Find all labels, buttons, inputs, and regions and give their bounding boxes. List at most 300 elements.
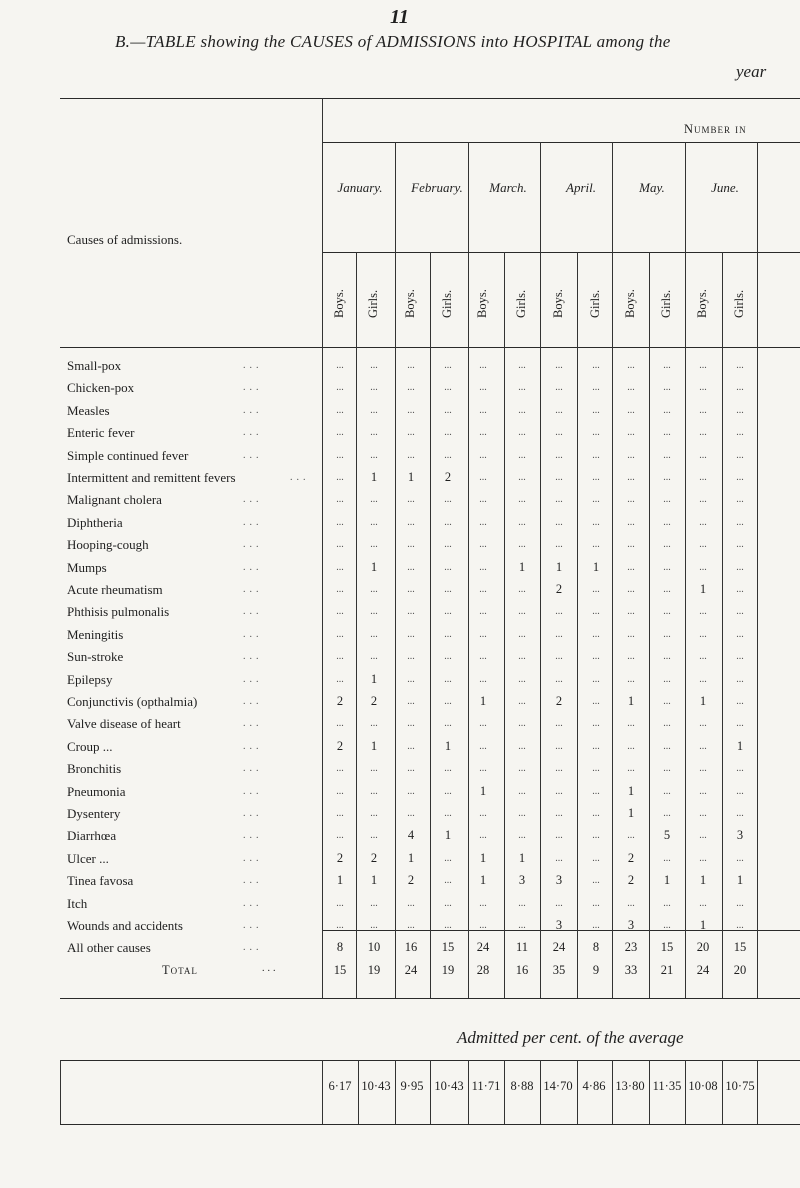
- leader-dots: ...: [243, 920, 263, 931]
- table-cell: ...: [370, 763, 378, 775]
- table-cell: ...: [479, 897, 487, 909]
- table-cell: ...: [444, 763, 452, 775]
- table-cell: ...: [479, 808, 487, 819]
- table-cell: ...: [336, 360, 344, 371]
- table-cell: ...: [663, 920, 671, 931]
- table-cell: ...: [627, 539, 635, 551]
- table-cell: ...: [592, 539, 600, 551]
- table-cell: ...: [592, 360, 600, 371]
- table-cell: ...: [336, 404, 344, 416]
- table-cell: ...: [370, 830, 378, 842]
- table-cell: ...: [627, 651, 635, 663]
- table-cell: 3: [736, 828, 744, 843]
- table-cell: ...: [518, 673, 526, 685]
- table-cell: ...: [336, 539, 344, 551]
- table-cell: ...: [518, 718, 526, 730]
- month-january: January.: [337, 180, 383, 195]
- table-cell: ...: [627, 472, 635, 483]
- leader-dots: ...: [243, 763, 263, 775]
- table-cell: ...: [479, 561, 487, 573]
- table-cell: ...: [663, 472, 671, 483]
- table-cell: 2: [555, 582, 563, 596]
- table-cell: ...: [592, 897, 600, 909]
- total-label: Total: [162, 963, 198, 977]
- table-cell: ...: [479, 404, 487, 416]
- table-cell: ...: [663, 516, 671, 528]
- total-cell: 33: [624, 963, 638, 977]
- table-cell: ...: [407, 516, 415, 528]
- table-cell: 1: [444, 738, 452, 753]
- leader-dots: ...: [243, 360, 263, 371]
- cause-label: Bronchitis: [67, 761, 122, 777]
- cause-label: Conjunctivis (opthalmia): [67, 694, 198, 709]
- table-cell: 1: [444, 828, 452, 843]
- table-cell: ...: [518, 606, 526, 618]
- table-cell: ...: [518, 830, 526, 842]
- table-cell: ...: [407, 920, 415, 931]
- leader-dots: ...: [243, 539, 263, 551]
- cause-label: Tinea favosa: [67, 873, 134, 889]
- table-cell: ...: [370, 584, 378, 595]
- percent-cell: 6·17: [328, 1079, 352, 1093]
- cause-label: Diphtheria: [67, 514, 123, 530]
- table-cell: ...: [699, 382, 707, 394]
- table-cell: ...: [518, 920, 526, 931]
- percent-cell: 11·35: [652, 1079, 682, 1093]
- table-cell: ...: [592, 740, 600, 752]
- table-cell: ...: [444, 427, 452, 439]
- leader-dots: ...: [243, 404, 263, 416]
- table-cell: ...: [592, 696, 600, 707]
- table-cell: ...: [592, 404, 600, 416]
- table-cell: ...: [627, 360, 635, 371]
- total-cell: 21: [660, 963, 674, 977]
- table-cell: ...: [592, 382, 600, 394]
- table-cell: ...: [479, 606, 487, 618]
- percent-cell: 11·71: [471, 1079, 501, 1093]
- table-cell: ...: [407, 740, 415, 752]
- table-cell: 24: [552, 940, 566, 955]
- leader-dots: ...: [243, 606, 263, 618]
- cause-label: Croup ...: [67, 738, 113, 754]
- cause-label: Small-pox: [67, 358, 122, 373]
- percent-cell: 8·88: [510, 1079, 534, 1093]
- table-cell: ...: [444, 718, 452, 730]
- table-cell: ...: [444, 852, 452, 864]
- table-cell: ...: [479, 539, 487, 551]
- table-cell: ...: [663, 785, 671, 797]
- table-cell: 3: [518, 873, 526, 888]
- table-cell: ...: [736, 785, 744, 797]
- table-cell: ...: [663, 404, 671, 416]
- leader-dots: ...: [243, 584, 263, 595]
- table-cell: ...: [444, 516, 452, 528]
- table-cell: ...: [736, 852, 744, 864]
- table-cell: ...: [555, 539, 563, 551]
- table-cell: 1: [699, 582, 707, 596]
- table-cell: ...: [336, 382, 344, 394]
- table-cell: 24: [476, 940, 490, 955]
- table-cell: ...: [370, 606, 378, 618]
- table-cell: 1: [592, 559, 600, 574]
- table-cell: 3: [555, 918, 563, 932]
- table-cell: ...: [627, 673, 635, 685]
- table-cell: ...: [518, 584, 526, 595]
- table-cell: ...: [479, 516, 487, 528]
- table-cell: ...: [663, 696, 671, 707]
- table-cell: 5: [663, 828, 671, 843]
- table-cell: 1: [370, 873, 378, 888]
- table-cell: ...: [518, 740, 526, 752]
- table-cell: ...: [479, 740, 487, 752]
- table-cell: ...: [555, 516, 563, 528]
- table-cell: ...: [555, 494, 563, 506]
- table-cell: ...: [555, 651, 563, 663]
- table-cell: ...: [555, 628, 563, 640]
- table-cell: ...: [444, 539, 452, 551]
- month-april: April.: [566, 180, 596, 195]
- table-cell: ...: [336, 628, 344, 640]
- table-cell: ...: [663, 852, 671, 864]
- subheading-boys: Boys.: [332, 289, 346, 318]
- table-cell: ...: [663, 763, 671, 775]
- total-cell: 35: [552, 963, 566, 977]
- table-cell: 16: [404, 940, 418, 955]
- table-cell: ...: [518, 651, 526, 663]
- leader-dots: ...: [290, 472, 310, 483]
- table-cell: ...: [444, 651, 452, 663]
- table-cell: ...: [555, 449, 563, 461]
- table-cell: ...: [699, 740, 707, 752]
- cause-label: Sun-stroke: [67, 649, 124, 665]
- table-cell: ...: [699, 830, 707, 842]
- table-cell: 2: [370, 850, 378, 865]
- table-cell: 1: [479, 850, 487, 865]
- table-cell: ...: [555, 785, 563, 797]
- table-cell: 2: [336, 850, 344, 865]
- table-cell: ...: [444, 673, 452, 685]
- table-cell: ...: [555, 673, 563, 685]
- total-cell: 19: [367, 963, 381, 977]
- table-cell: ...: [555, 718, 563, 730]
- table-cell: ...: [663, 897, 671, 909]
- table-cell: 1: [518, 559, 526, 574]
- table-cell: ...: [555, 404, 563, 416]
- table-cell: ...: [479, 763, 487, 775]
- table-cell: ...: [699, 763, 707, 775]
- table-cell: 15: [733, 940, 747, 955]
- table-cell: ...: [663, 673, 671, 685]
- table-cell: ...: [407, 584, 415, 595]
- table-title-continued: year: [736, 62, 767, 81]
- table-cell: 15: [441, 940, 455, 955]
- table-cell: ...: [479, 382, 487, 394]
- cause-label: Enteric fever: [67, 425, 135, 441]
- leader-dots: ...: [243, 561, 263, 573]
- table-cell: ...: [699, 360, 707, 371]
- table-cell: ...: [592, 718, 600, 730]
- table-cell: ...: [370, 382, 378, 394]
- percent-heading: Admitted per cent. of the average: [457, 1028, 684, 1047]
- table-cell: 1: [479, 873, 487, 888]
- table-cell: ...: [663, 494, 671, 506]
- table-cell: 1: [370, 671, 378, 686]
- table-cell: 2: [444, 470, 452, 484]
- table-cell: ...: [736, 606, 744, 618]
- table-cell: ...: [444, 494, 452, 506]
- table-cell: 8: [336, 940, 344, 955]
- table-cell: ...: [518, 360, 526, 371]
- table-cell: ...: [444, 382, 452, 394]
- table-cell: 1: [555, 559, 563, 574]
- table-cell: ...: [736, 427, 744, 439]
- table-cell: ...: [736, 651, 744, 663]
- table-cell: ...: [370, 897, 378, 909]
- table-cell: ...: [555, 763, 563, 775]
- table-cell: ...: [592, 494, 600, 506]
- table-cell: 1: [699, 694, 707, 708]
- table-cell: ...: [592, 449, 600, 461]
- table-cell: ...: [518, 494, 526, 506]
- cause-label: Dysentery: [67, 806, 121, 821]
- table-cell: ...: [699, 673, 707, 685]
- table-cell: ...: [736, 539, 744, 551]
- subheading-girls: Girls.: [514, 289, 528, 318]
- table-cell: ...: [555, 897, 563, 909]
- table-cell: ...: [627, 561, 635, 573]
- table-cell: 2: [336, 738, 344, 753]
- table-cell: ...: [407, 808, 415, 819]
- table-cell: ...: [736, 472, 744, 483]
- table-cell: ...: [699, 628, 707, 640]
- table-cell: ...: [407, 696, 415, 707]
- table-cell: ...: [407, 360, 415, 371]
- subheading-boys: Boys.: [623, 289, 637, 318]
- leader-dots: ...: [243, 628, 263, 640]
- subheading-boys: Boys.: [695, 289, 709, 318]
- table-cell: ...: [699, 852, 707, 864]
- leader-dots: ...: [243, 740, 263, 752]
- percent-cell: 4·86: [582, 1079, 606, 1093]
- total-cell: 15: [333, 963, 347, 977]
- table-cell: ...: [370, 427, 378, 439]
- table-cell: 2: [627, 850, 635, 865]
- table-cell: ...: [663, 449, 671, 461]
- cause-label: Diarrhœa: [67, 828, 117, 844]
- subheading-girls: Girls.: [366, 289, 380, 318]
- leader-dots: ...: [243, 852, 263, 864]
- table-cell: 10: [367, 940, 381, 955]
- table-cell: ...: [663, 584, 671, 595]
- table-cell: ...: [699, 785, 707, 797]
- table-cell: ...: [663, 628, 671, 640]
- table-cell: ...: [336, 561, 344, 573]
- table-cell: ...: [336, 494, 344, 506]
- table-cell: ...: [336, 449, 344, 461]
- table-cell: ...: [627, 427, 635, 439]
- table-cell: ...: [336, 785, 344, 797]
- table-cell: ...: [627, 740, 635, 752]
- number-in-rule: [322, 142, 800, 143]
- table-cell: ...: [699, 897, 707, 909]
- table-cell: 3: [627, 918, 635, 932]
- table-cell: ...: [592, 920, 600, 931]
- table-cell: ...: [663, 718, 671, 730]
- table-cell: 2: [370, 694, 378, 708]
- table-cell: ...: [592, 584, 600, 595]
- leader-dots: ...: [243, 516, 263, 528]
- table-cell: ...: [336, 808, 344, 819]
- leader-dots: ...: [243, 427, 263, 439]
- table-cell: ...: [699, 472, 707, 483]
- table-cell: ...: [663, 360, 671, 371]
- total-cell: 24: [696, 963, 710, 977]
- table-cell: ...: [592, 516, 600, 528]
- leader-dots: ...: [243, 875, 263, 887]
- table-cell: ...: [336, 897, 344, 909]
- table-cell: ...: [555, 606, 563, 618]
- table-cell: ...: [336, 584, 344, 595]
- table-cell: ...: [444, 449, 452, 461]
- month-rule: [322, 252, 800, 253]
- table-cell: ...: [444, 606, 452, 618]
- pct-bottom-rule: [60, 1124, 800, 1125]
- cause-label: Chicken-pox: [67, 380, 135, 396]
- table-cell: ...: [736, 360, 744, 371]
- cause-label: Phthisis pulmonalis: [67, 604, 170, 620]
- table-cell: ...: [663, 740, 671, 752]
- table-cell: ...: [336, 516, 344, 528]
- total-cell: 19: [441, 963, 455, 977]
- table-cell: ...: [518, 382, 526, 394]
- table-cell: ...: [627, 718, 635, 730]
- table-cell: ...: [479, 360, 487, 371]
- table-cell: ...: [555, 740, 563, 752]
- cause-label: Mumps: [67, 559, 107, 575]
- table-cell: 1: [370, 738, 378, 753]
- table-cell: ...: [699, 651, 707, 663]
- percent-cell: 14·70: [543, 1079, 573, 1093]
- table-cell: ...: [444, 920, 452, 931]
- table-cell: ...: [444, 360, 452, 371]
- table-cell: ...: [518, 897, 526, 909]
- table-cell: ...: [407, 449, 415, 461]
- table-cell: 3: [555, 873, 563, 888]
- table-cell: 1: [736, 873, 744, 888]
- table-cell: ...: [370, 539, 378, 551]
- table-cell: ...: [407, 404, 415, 416]
- table-cell: ...: [479, 920, 487, 931]
- leader-dots: ...: [243, 830, 263, 842]
- table-cell: ...: [555, 472, 563, 483]
- table-cell: ...: [370, 360, 378, 371]
- table-cell: ...: [627, 494, 635, 506]
- table-cell: ...: [518, 449, 526, 461]
- bottom-rule: [60, 998, 800, 999]
- table-cell: ...: [736, 404, 744, 416]
- table-cell: ...: [736, 718, 744, 730]
- table-cell: ...: [407, 897, 415, 909]
- table-cell: ...: [407, 606, 415, 618]
- table-cell: 4: [407, 828, 415, 843]
- table-cell: ...: [407, 382, 415, 394]
- table-cell: ...: [407, 718, 415, 730]
- table-cell: 1: [479, 783, 487, 798]
- table-cell: ...: [370, 785, 378, 797]
- table-cell: ...: [444, 875, 452, 887]
- table-cell: ...: [699, 494, 707, 506]
- cause-label: Intermittent and remittent fevers: [67, 470, 236, 485]
- table-cell: ...: [370, 516, 378, 528]
- table-cell: ...: [444, 785, 452, 797]
- table-cell: ...: [555, 852, 563, 864]
- table-cell: 1: [736, 738, 744, 753]
- table-cell: ...: [592, 808, 600, 819]
- cause-label: Wounds and accidents: [67, 918, 183, 933]
- table-cell: ...: [407, 561, 415, 573]
- percent-cell: 10·43: [434, 1079, 464, 1093]
- percent-cell: 10·75: [725, 1079, 755, 1093]
- total-cell: 9: [592, 963, 600, 977]
- cause-label: Valve disease of heart: [67, 716, 181, 732]
- table-cell: ...: [699, 449, 707, 461]
- table-cell: ...: [518, 427, 526, 439]
- table-cell: ...: [555, 427, 563, 439]
- table-cell: ...: [370, 808, 378, 819]
- table-cell: ...: [370, 494, 378, 506]
- leader-dots: ...: [243, 897, 263, 909]
- table-cell: ...: [699, 808, 707, 819]
- table-cell: ...: [370, 449, 378, 461]
- table-cell: ...: [592, 830, 600, 842]
- number-in-heading: Number in: [684, 122, 747, 136]
- table-cell: 2: [627, 873, 635, 888]
- leader-dots: ...: [243, 651, 263, 663]
- table-cell: ...: [627, 606, 635, 618]
- cause-label: Ulcer ...: [67, 850, 109, 866]
- table-cell: 8: [592, 940, 600, 955]
- table-cell: ...: [736, 897, 744, 909]
- table-cell: 1: [336, 873, 344, 888]
- table-cell: ...: [592, 673, 600, 685]
- table-cell: ...: [407, 628, 415, 640]
- table-cell: ...: [736, 449, 744, 461]
- table-cell: ...: [663, 539, 671, 551]
- subheading-girls: Girls.: [659, 289, 673, 318]
- leader-dots: ...: [243, 808, 263, 819]
- subheading-girls: Girls.: [732, 289, 746, 318]
- cause-label: Hooping-cough: [67, 537, 149, 553]
- table-cell: ...: [627, 449, 635, 461]
- table-cell: ...: [592, 606, 600, 618]
- table-cell: ...: [592, 651, 600, 663]
- table-cell: ...: [444, 628, 452, 640]
- leader-dots: ...: [243, 785, 263, 797]
- month-june: June.: [711, 180, 739, 195]
- table-cell: ...: [479, 830, 487, 842]
- table-cell: ...: [444, 897, 452, 909]
- table-cell: 1: [699, 873, 707, 888]
- table-cell: ...: [370, 718, 378, 730]
- table-cell: ...: [407, 539, 415, 551]
- percent-cell: 13·80: [615, 1079, 645, 1093]
- table-cell: ...: [699, 561, 707, 573]
- table-cell: ...: [336, 606, 344, 618]
- cause-label: Malignant cholera: [67, 492, 162, 508]
- month-february: February.: [411, 180, 463, 195]
- table-cell: ...: [627, 584, 635, 595]
- table-cell: ...: [479, 449, 487, 461]
